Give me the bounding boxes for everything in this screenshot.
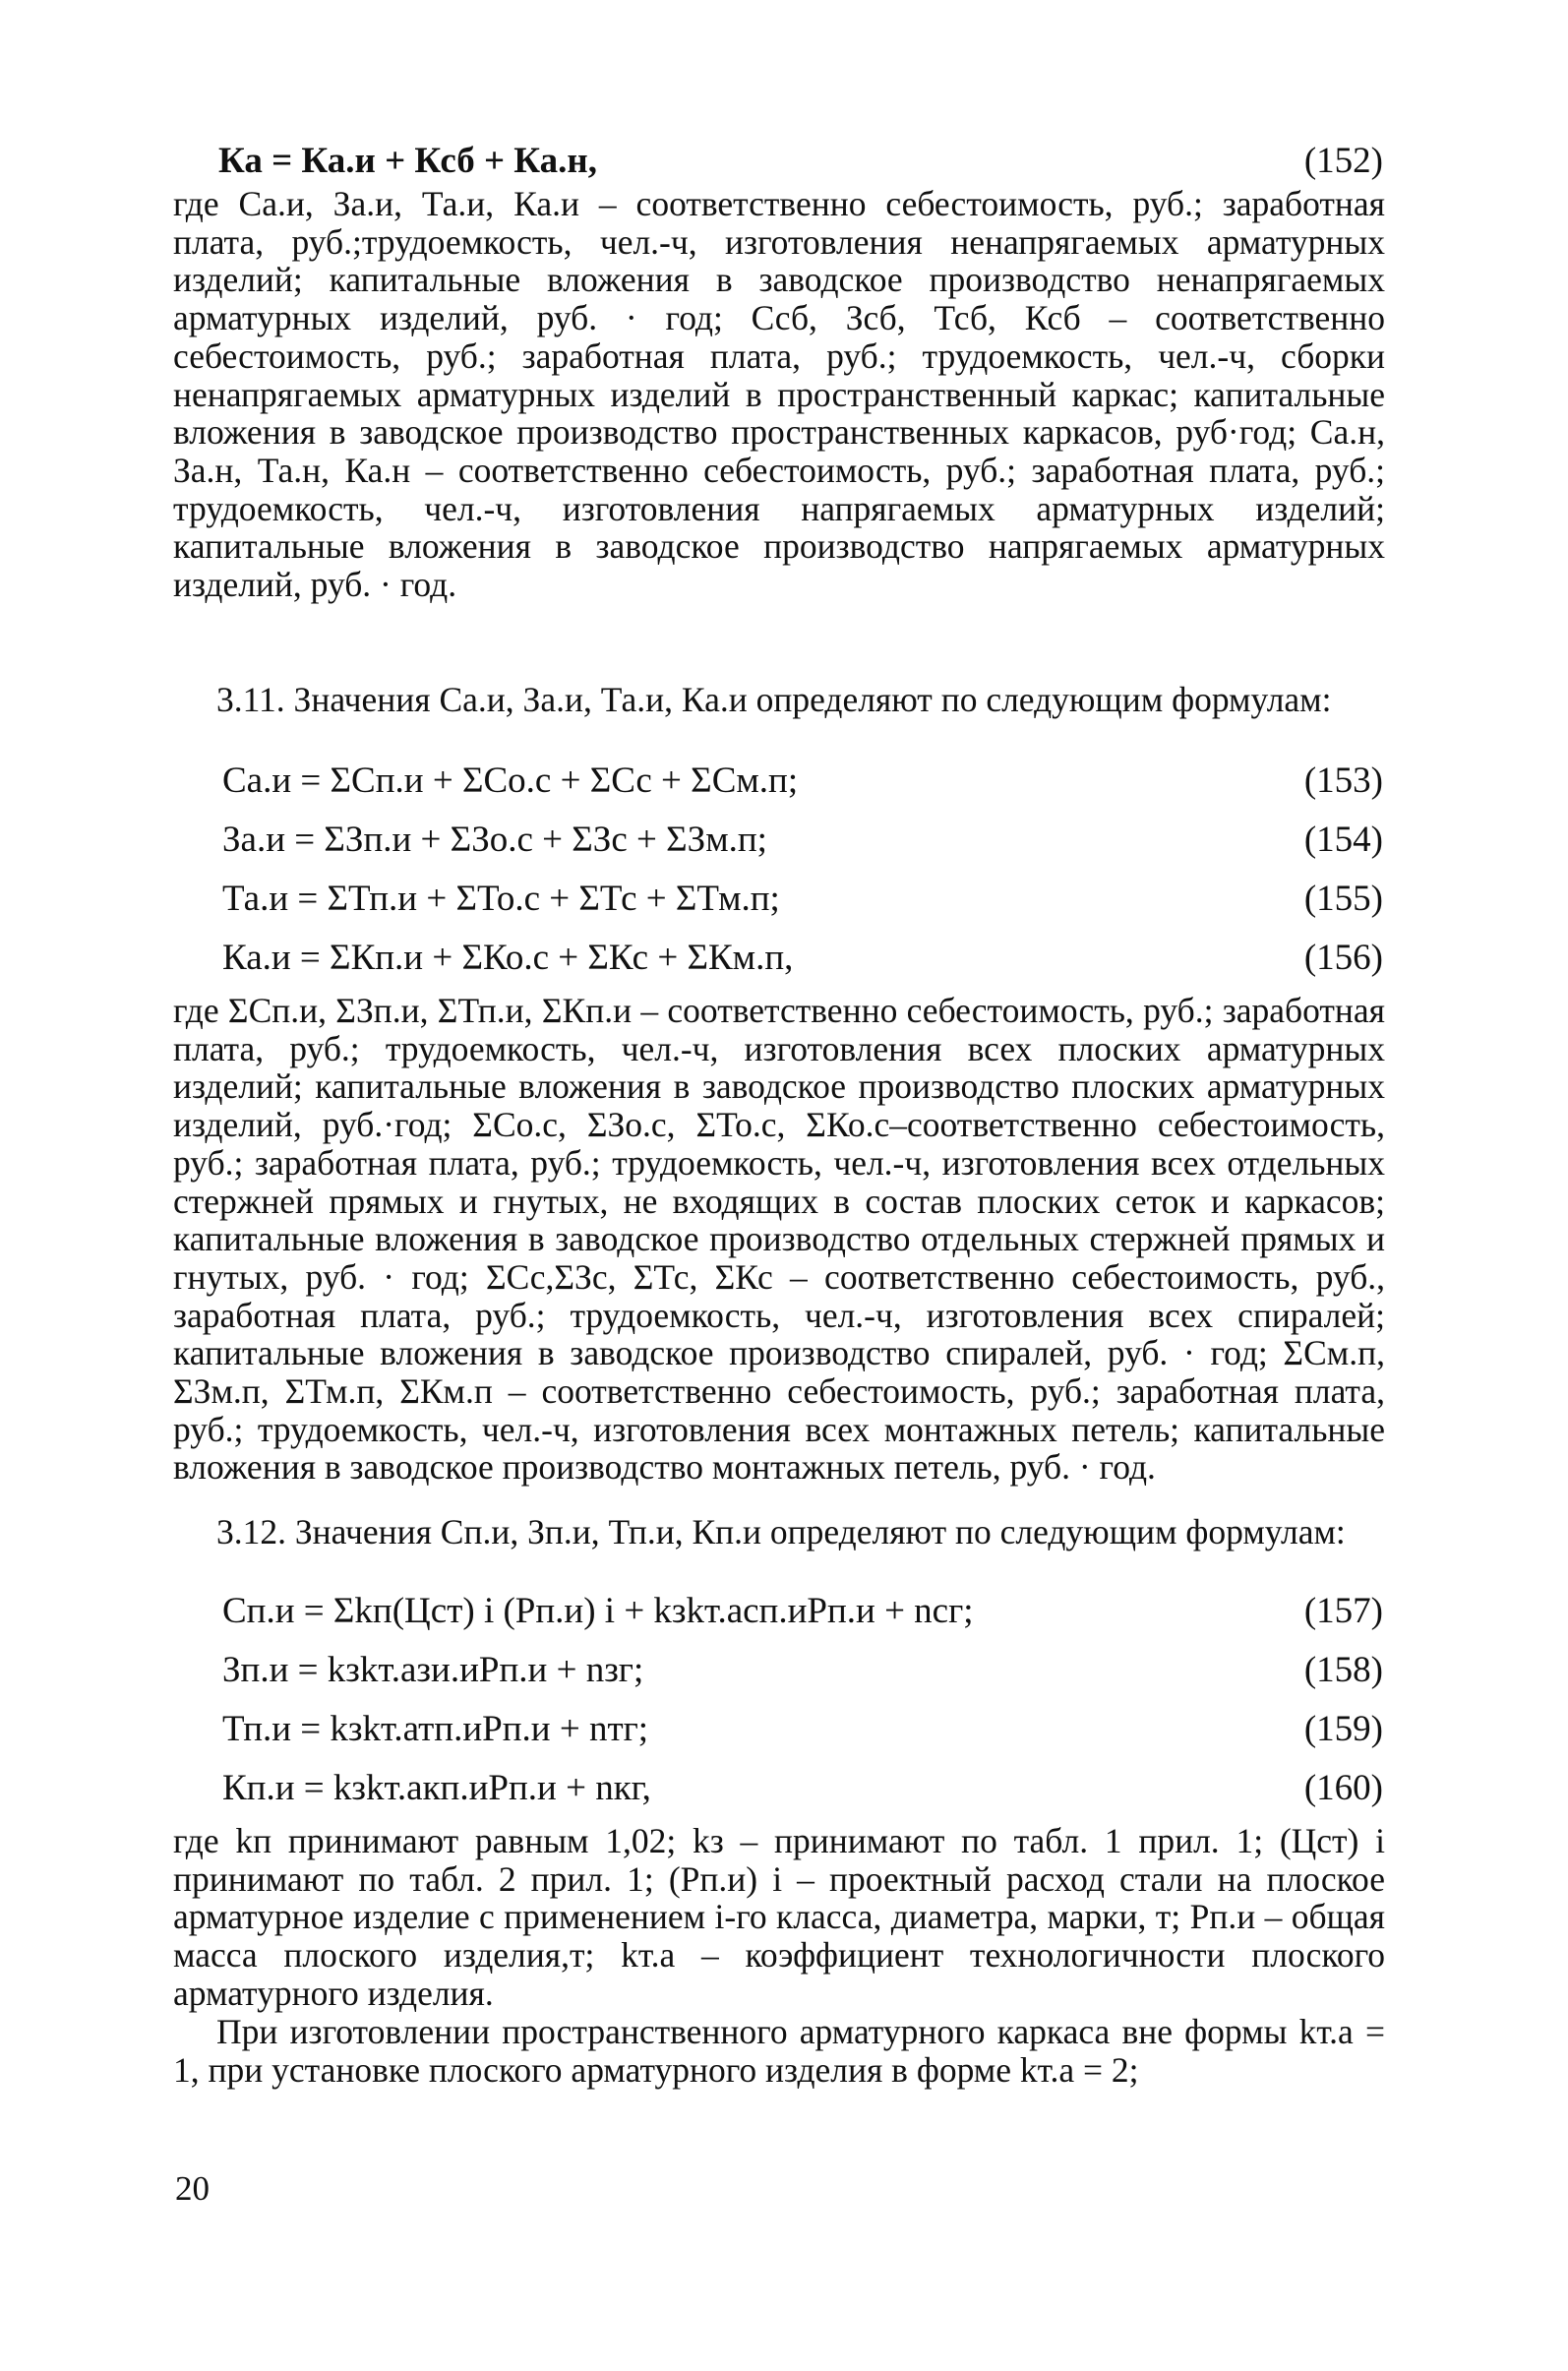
formula-expression: Сп.и = Σkп(Цст) i (Рп.и) i + kзkт.асп.иРп.и + nсг; — [222, 1591, 974, 1631]
formula-160 — [173, 1765, 1385, 1812]
paragraph-definitions-2: где ΣСп.и, ΣЗп.и, ΣТп.и, ΣКп.и – соответственно себестоимость, руб.; заработная плата, руб.; трудоемкость, чел.-ч, изготовления всех плоских арматурных изделий; капитальные вложения в заводское производство плоских арматурных изделий, руб.·год; ΣСо.с, ΣЗо.с, ΣТо.с, ΣКо.с–соответственно себестоимость, руб.; заработная плата, руб.; трудоемкость, чел.-ч, изготовления всех отдельных стержней прямых и гнутых, не входящих в состав плоских сеток и каркасов; капитальные вложения в заводское производство отдельных стержней прямых и гнутых, руб. · год; ΣСс,ΣЗс, ΣТс, ΣКс – соответственно себестоимость, руб., заработная плата, руб.; трудоемкость, чел.-ч, изготовления всех спиралей; капитальные вложения в заводское производство спиралей, руб. · год; ΣСм.п, ΣЗм.п, ΣТм.п, ΣКм.п – соответственно себестоимость, руб.; заработная плата, руб.; трудоемкость, чел.-ч, изготовления всех монтажных петель; капитальные вложения в заводское производство монтажных петель, руб. · год. — [173, 991, 1385, 1488]
formula-157 — [173, 1588, 1385, 1635]
formula-expression: Та.и = ΣТп.и + ΣТо.с + ΣТс + ΣТм.п; — [222, 879, 780, 919]
paragraph-frame-note: При изготовлении пространственного арматурного каркаса вне формы kт.а = 1, при установке плоского арматурного изделия в форме kт.а = 2; — [173, 2012, 1385, 2090]
formula-159 — [173, 1706, 1385, 1753]
formula-number: (153) — [1303, 760, 1383, 801]
paragraph-section-3-11: 3.11. Значения Са.и, За.и, Та.и, Ка.и определяют по следующим формулам: — [216, 680, 1332, 719]
formula-number: (156) — [1303, 938, 1383, 978]
formula-153 — [173, 758, 1385, 805]
paragraph-section-3-12: 3.12. Значения Сп.и, Зп.и, Тп.и, Кп.и определяют по следующим формулам: — [216, 1512, 1346, 1551]
formula-155 — [173, 876, 1385, 923]
formula-156 — [173, 935, 1385, 982]
formula-expression: Зп.и = kзkт.ази.иРп.и + nзг; — [222, 1650, 644, 1690]
formula-number: (160) — [1303, 1768, 1383, 1808]
formula-expression: Ка.и = ΣКп.и + ΣКо.с + ΣКс + ΣКм.п, — [222, 938, 794, 978]
formula-number: (154) — [1303, 820, 1383, 860]
formula-number: (155) — [1303, 879, 1383, 919]
formula-number: (159) — [1303, 1709, 1383, 1749]
formula-152 — [173, 138, 1385, 185]
formula-expression: Ка = Ка.и + Ксб + Ка.н, — [218, 141, 597, 181]
formula-number: (158) — [1303, 1650, 1383, 1690]
formula-expression: Тп.и = kзkт.атп.иРп.и + nтг; — [222, 1709, 649, 1749]
formula-expression: Са.и = ΣСп.и + ΣСо.с + ΣСс + ΣСм.п; — [222, 760, 799, 801]
formula-158 — [173, 1647, 1385, 1694]
paragraph-definitions-1: где Са.и, За.и, Та.и, Ка.и – соответственно себестоимость, руб.; заработная плата, руб.;трудоемкость, чел.-ч, изготовления ненапрягаемых арматурных изделий; капитальные вложения в заводское производство ненапрягаемых арматурных изделий, руб. · год; Ссб, Зсб, Тсб, Ксб – соответственно себестоимость, руб.; заработная плата, руб.; трудоемкость, чел.-ч, сборки ненапрягаемых арматурных изделий в пространственный каркас; капитальные вложения в заводское производство пространственных каркасов, руб·год; Са.н, За.н, Та.н, Ка.н – соответственно себестоимость, руб.; заработная плата, руб.; трудоемкость, чел.-ч, изготовления напрягаемых арматурных изделий; капитальные вложения в заводское производство напрягаемых арматурных изделий, руб. · год. — [173, 184, 1385, 605]
page-number: 20 — [175, 2169, 210, 2208]
formula-number: (152) — [1303, 141, 1383, 181]
formula-number: (157) — [1303, 1591, 1383, 1631]
formula-expression: Кп.и = kзkт.акп.иРп.и + nкг, — [222, 1768, 651, 1808]
formula-154 — [173, 817, 1385, 864]
formula-expression: За.и = ΣЗп.и + ΣЗо.с + ΣЗс + ΣЗм.п; — [222, 820, 767, 860]
paragraph-definitions-3: где kп принимают равным 1,02; kз – принимают по табл. 1 прил. 1; (Цст) i принимают по табл. 2 прил. 1; (Рп.и) i – проектный расход стали на плоское арматурное изделие с применением i-го класса, диаметра, марки, т; Рп.и – общая масса плоского изделия,т; kт.а – коэффициент технологичности плоского арматурного изделия. — [173, 1821, 1385, 2013]
